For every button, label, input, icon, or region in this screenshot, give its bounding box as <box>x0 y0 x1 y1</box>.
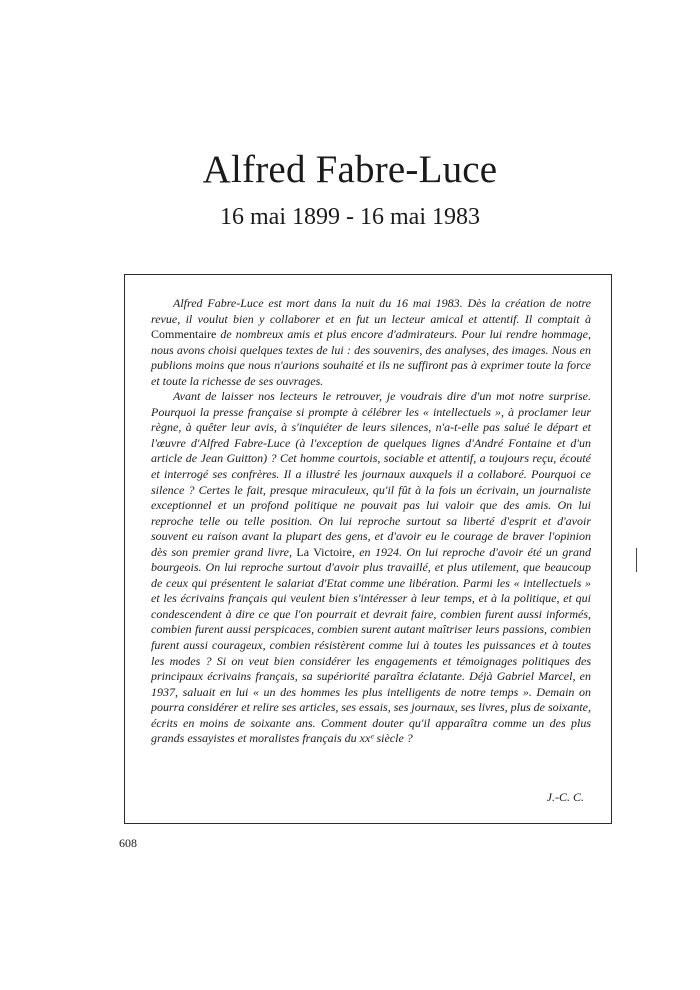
paragraph-2 <box>151 389 591 747</box>
signature: J.-C. C. <box>546 790 584 804</box>
paragraph-2-book-title: La Victoire <box>296 544 352 559</box>
page-number: 608 <box>119 836 137 850</box>
paragraph-1-journal-name: Commentaire <box>151 327 217 342</box>
paragraph-1-part-a: Alfred Fabre-Luce est mort dans la nuit du 16 mai 1983. Dès la création de notre revue, il voulut bien y collaborer et en fut un lecteur amical et attentif. Il comptait à <box>151 296 591 326</box>
paragraph-2-part-c: , en 1924. On lui reproche d'avoir été un grand bourgeois. On lui reproche surtout d'avoir plus travaillé, et plus utilement, que beaucoup de ceux qui présentent le salariat d'Etat comme une libération. Parmi les « intellectuels » et les écrivains français qui veulent bien s'intéresser à leur temps, et à la politique, et qui condescendent à dire ce que l'on pourrait et devrait faire, combien furent aussi informés, combien furent aussi perspicaces, combien surent autant maîtriser leurs passions, combien furent aussi courageux, combien résistèrent comme lui à toutes les puissances et à toutes les modes ? Si on veut bien considérer les engagements et témoignages politiques des principaux écrivains français, sa supériorité paraîtra éclatante. Déjà Gabriel Marcel, en 1937, saluait en lui « un des hommes les plus intelligents de notre temps ». Demain on pourra considérer et relire ses articles, ses essais, ses journaux, ses livres, plus de soixante, écrits en moins de soixante ans. Comment douter qu'il apparaîtra comme un des plus grands essayistes et moralistes français du xxᵉ siècle ? <box>151 544 591 746</box>
intro-text <box>151 296 591 747</box>
paragraph-2-part-a: Avant de laisser nos lecteurs le retrouver, je voudrais dire d'un mot notre surprise. Pourquoi la presse française si prompte à célébrer les « intellectuels », à proclamer leur règne, à quêter leur avis, à s'inquiéter de leurs silences, n'a-t-elle pas salué le départ et l'œuvre d'Alfred Fabre-Luce (à l'exception de quelques lignes d'André Fontaine et d'un article de Jean Guitton) ? Cet homme courtois, sociable et attentif, a toujours reçu, écouté et interrogé ses confrères. Il a illustré les journaux auxquels il a collaboré. Pourquoi ce silence ? Certes le fait, presque miraculeux, qu'il fût à la fois un écrivain, un journaliste exceptionnel et un profond politique ne pouvait pas lui valoir que des amis. On lui reproche telle ou telle position. On lui reproche surtout sa liberté d'esprit et d'avoir souvent eu raison avant la plupart des gens, et d'avoir eu le courage de braver l'opinion dès son premier grand livre, <box>151 389 591 559</box>
article-dates: 16 mai 1899 - 16 mai 1983 <box>220 204 480 230</box>
paragraph-1-part-c: de nombreux amis et plus encore d'admirateurs. Pour lui rendre hommage, nous avons choisi quelques textes de lui : des souvenirs, des analyses, des images. Nous en publions moins que nous n'aurions souhaité et ils ne suffiront pas à exprimer toute la force et toute la richesse de ses ouvrages. <box>151 327 591 388</box>
article-title: Alfred Fabre-Luce <box>202 148 498 191</box>
paragraph-1 <box>151 296 591 389</box>
margin-mark <box>636 548 637 572</box>
